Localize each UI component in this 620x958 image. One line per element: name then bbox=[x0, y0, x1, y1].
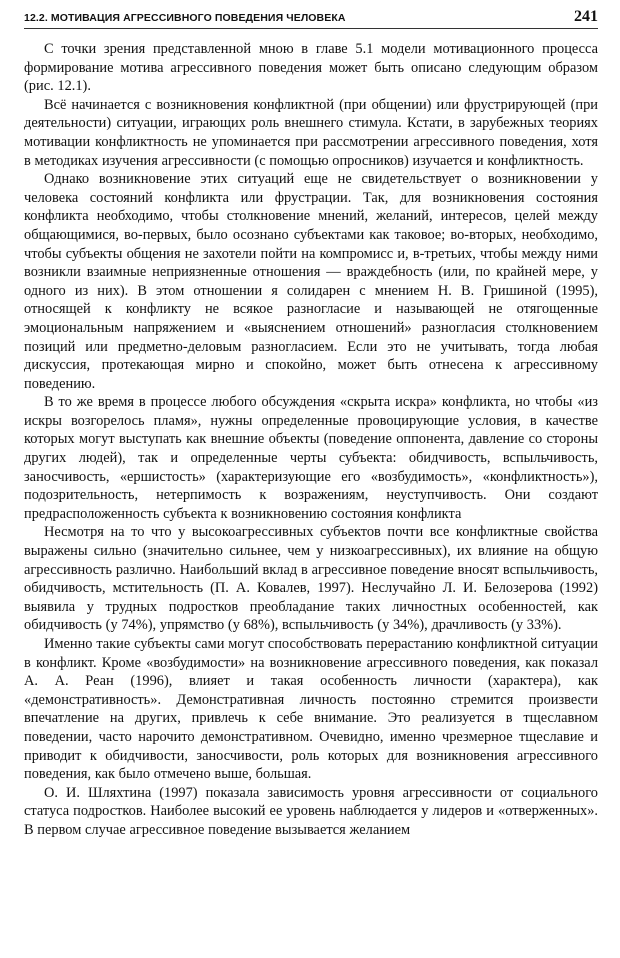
paragraph: О. И. Шляхтина (1997) показала зависимость уровня агрессивности от социального статуса подростков. Наиболее высокий ее уровень наблюдается у лидеров и «отверженных». В первом случае агрессивное поведение вызывается желанием bbox=[24, 784, 598, 838]
page-header bbox=[24, 8, 598, 29]
body-text bbox=[24, 40, 598, 840]
paragraph: Всё начинается с возникновения конфликтной (при общении) или фрустрирующей (при деятельности) ситуации, играющих роль внешнего стимула. Кстати, в зарубежных теориях мотивации конфликтность не упоминается при рассмотрении агрессивного поведения, хотя в методиках изучения агрессивности (с помощью опросников) изучается и конфликтность. bbox=[24, 96, 598, 169]
page-number: 241 bbox=[574, 8, 598, 25]
paragraph: С точки зрения представленной мною в главе 5.1 модели мотивационного процесса формирование мотива агрессивного поведения может быть описано следующим образом (рис. 12.1). bbox=[24, 41, 598, 95]
paragraph: Несмотря на то что у высокоагрессивных субъектов почти все конфликтные свойства выражены сильно (значительно сильнее, чем у низкоагрессивных), их влияние на общую агрессивность различно. Наибольший вклад в агрессивное поведение вносят вспыльчивость, обидчивость, мстительность (П. А. Ковалев, 1997). Неслучайно Л. И. Белозерова (1992) выявила у трудных подростков преобладание таких личностных особенностей, как обидчивость (у 74%), упрямство (у 68%), вспыльчивость (у 34%), драчливость (у 33%). bbox=[24, 524, 598, 634]
running-title: 12.2. МОТИВАЦИЯ АГРЕССИВНОГО ПОВЕДЕНИЯ ЧЕЛОВЕКА bbox=[24, 12, 346, 24]
paragraph: Однако возникновение этих ситуаций еще не свидетельствует о возникновении у человека состояний конфликта или фрустрации. Так, для возникновения состояния конфликта необходимо, чтобы столкновение мнений, желаний, интересов, целей между общающимися, во-первых, было осознано субъектами как таковое; во-вторых, необходимо, чтобы субъекты общения не захотели пойти на компромисс и, в-третьих, чтобы между ними возникли взаимные неприязненные отношения — враждебность (или, по крайней мере, у одного из них). В этом отношении я солидарен с мнением Н. В. Гришиной (1995), относящей к конфликту не всякое разногласие и называющей не отягощенные эмоциональным напряжением и «выяснением отношений» разногласия столкновением позиций или предметно-деловым разногласием. Если это не учитывать, тогда любая дискуссия, протекающая мирно и спокойно, может быть отнесена к агрессивному поведению. bbox=[24, 171, 598, 392]
paragraph: Именно такие субъекты сами могут способствовать перерастанию конфликтной ситуации в конфликт. Кроме «возбудимости» на возникновение агрессивного поведения, как показал А. А. Реан (1996), влияет и такая особенность личности (характера), как «демонстративность». Демонстративная личность постоянно стремится произвести впечатление на других, привлечь к себе внимание. Это реализуется в тщеславном поведении, часто нарочито демонстративном. Очевидно, именно чрезмерное тщеславие и приводит к обидчивости, заносчивости, роль которых для возникновения агрессивного поведения, как было отмечено выше, большая. bbox=[24, 636, 598, 783]
paragraph: В то же время в процессе любого обсуждения «скрыта искра» конфликта, но чтобы «из искры возгорелось пламя», нужны определенные провоцирующие условия, в качестве которых могут выступать как внешние объекты (поведение оппонента, давление со стороны других людей), так и определенные черты субъекта: обидчивость, вспыльчивость, заносчивость, «ершистость» (характеризующие его «возбудимость», «конфликтность»), подозрительность, нетерпимость к возражениям, неуступчивость. Они создают предрасположенность субъекта к возникновению состояния конфликта bbox=[24, 394, 598, 522]
